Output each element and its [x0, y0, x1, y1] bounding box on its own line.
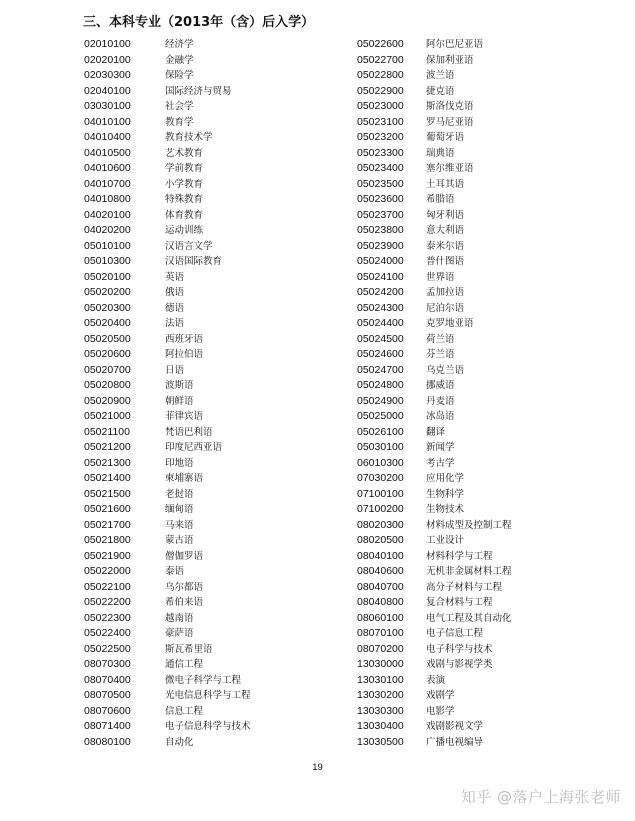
major-code: 08020500 [357, 534, 404, 546]
major-name: 马来语 [165, 519, 194, 531]
major-row [84, 626, 251, 642]
major-row [84, 704, 251, 720]
major-code: 05022300 [84, 611, 131, 624]
major-code: 05030100 [357, 441, 404, 453]
major-code: 05024100 [357, 270, 404, 283]
major-row [84, 549, 251, 565]
major-row [84, 564, 251, 580]
major-code: 05021200 [84, 441, 131, 453]
major-name: 应用化学 [426, 473, 465, 484]
major-row [84, 657, 251, 673]
major-row [357, 270, 512, 286]
major-code: 05022600 [357, 38, 404, 50]
major-code: 05024500 [357, 332, 404, 345]
major-code: 13030100 [357, 673, 404, 686]
major-code: 13030500 [357, 735, 404, 748]
major-code: 05023400 [357, 162, 404, 174]
major-row [84, 115, 251, 131]
major-code: 05024800 [357, 379, 404, 391]
major-name: 泰语 [165, 566, 185, 577]
major-row [357, 378, 512, 394]
major-name: 世界语 [426, 271, 455, 283]
major-row [84, 719, 251, 735]
major-name: 僧伽罗语 [165, 550, 204, 562]
major-row [357, 487, 512, 503]
major-row [84, 518, 251, 534]
major-name: 戏剧学 [426, 690, 455, 701]
major-code: 05023900 [357, 239, 404, 252]
major-name: 朝鲜语 [165, 395, 194, 407]
major-name: 柬埔寨语 [165, 473, 204, 484]
major-row [357, 208, 512, 224]
major-name: 匈牙利语 [426, 209, 465, 221]
major-row [84, 254, 251, 270]
major-row [357, 68, 512, 84]
major-name: 戏剧影视文学 [426, 721, 484, 732]
major-code: 05023200 [357, 131, 404, 143]
major-name: 尼泊尔语 [426, 302, 465, 314]
major-code: 05020700 [84, 363, 131, 376]
major-name: 戏剧与影视学类 [426, 659, 493, 670]
major-row [357, 301, 512, 317]
major-code: 05020900 [84, 394, 131, 407]
major-code: 05024000 [357, 255, 404, 267]
major-code: 05020200 [84, 286, 131, 298]
major-code: 05010100 [84, 239, 131, 252]
major-name: 孟加拉语 [426, 287, 465, 298]
major-row [357, 502, 512, 518]
major-code: 05022000 [84, 565, 131, 577]
major-code: 04010100 [84, 115, 131, 128]
major-code: 06010300 [357, 456, 404, 469]
watermark: 知乎 @落户上海张老师 [460, 788, 621, 806]
major-name: 意大利语 [426, 225, 465, 236]
major-name: 塞尔维亚语 [426, 163, 474, 174]
major-name: 电子科学与技术 [426, 643, 493, 655]
major-code: 05022900 [357, 84, 404, 97]
major-code: 05025000 [357, 410, 404, 422]
major-code: 05020100 [84, 270, 131, 283]
major-name: 越南语 [165, 612, 194, 624]
major-name: 乌克兰语 [426, 364, 465, 376]
major-name: 日语 [165, 364, 185, 376]
major-code: 07030200 [357, 472, 404, 484]
major-row [357, 549, 512, 565]
major-code: 02040100 [84, 84, 131, 97]
major-code: 03030100 [84, 100, 131, 112]
major-name: 生物技术 [426, 504, 465, 515]
major-code: 04020100 [84, 208, 131, 221]
major-row [84, 456, 251, 472]
major-code: 04020200 [84, 224, 131, 236]
major-name: 挪威语 [426, 380, 455, 391]
major-code: 05021700 [84, 518, 131, 531]
major-code: 08070100 [357, 627, 404, 639]
major-row [357, 239, 512, 255]
major-row [357, 626, 512, 642]
major-code: 05023800 [357, 224, 404, 236]
major-code: 05022200 [84, 596, 131, 608]
major-code: 05023500 [357, 177, 404, 190]
major-row [84, 487, 251, 503]
major-row [84, 192, 251, 208]
major-name: 波斯语 [165, 380, 194, 391]
major-row [84, 533, 251, 549]
major-row [357, 316, 512, 332]
major-name: 电气工程及其自动化 [426, 612, 512, 624]
major-code: 05024700 [357, 363, 404, 376]
major-name: 葡萄牙语 [426, 132, 465, 143]
major-name: 俄语 [165, 287, 185, 298]
major-name: 国际经济与贸易 [165, 85, 232, 97]
major-code: 08071400 [84, 720, 131, 732]
major-row [84, 332, 251, 348]
major-code: 05020600 [84, 348, 131, 360]
major-name: 普什图语 [426, 256, 465, 267]
major-row [357, 564, 512, 580]
major-code: 05021800 [84, 534, 131, 546]
major-code: 05020500 [84, 332, 131, 345]
major-code: 05026100 [357, 425, 404, 438]
major-code: 08070400 [84, 673, 131, 686]
major-code: 05021500 [84, 487, 131, 500]
major-name: 阿尔巴尼亚语 [426, 39, 484, 50]
major-code: 05010300 [84, 255, 131, 267]
major-name: 生物科学 [426, 488, 465, 500]
major-code: 05023100 [357, 115, 404, 128]
major-row [357, 223, 512, 239]
major-code: 05021000 [84, 410, 131, 422]
major-row [357, 84, 512, 100]
major-name: 梵语巴利语 [165, 426, 213, 438]
major-code: 04010500 [84, 146, 131, 159]
major-code: 04010400 [84, 131, 131, 143]
major-code: 08080100 [84, 735, 131, 748]
major-row [357, 37, 512, 53]
major-code: 07100200 [357, 503, 404, 515]
major-code: 05022400 [84, 627, 131, 639]
major-name: 西班牙语 [165, 333, 204, 345]
major-code: 05020300 [84, 301, 131, 314]
major-row [84, 301, 251, 317]
major-name: 表演 [426, 674, 446, 686]
major-row [357, 688, 512, 704]
major-row [357, 363, 512, 379]
major-name: 自动化 [165, 736, 194, 748]
major-row [84, 611, 251, 627]
major-row [84, 53, 251, 69]
major-name: 复合材料与工程 [426, 597, 493, 608]
major-name: 教育技术学 [165, 132, 213, 143]
major-row [357, 642, 512, 658]
major-code: 02030300 [84, 69, 131, 81]
major-row [84, 161, 251, 177]
major-code: 13030300 [357, 704, 404, 717]
major-code: 05023300 [357, 146, 404, 159]
major-code: 05024600 [357, 348, 404, 360]
major-row [84, 688, 251, 704]
major-code: 07100100 [357, 487, 404, 500]
major-row [357, 254, 512, 270]
major-code: 02010100 [84, 38, 131, 50]
major-code: 08040700 [357, 580, 404, 593]
major-name: 德语 [165, 302, 185, 314]
major-code: 04010700 [84, 177, 131, 190]
major-name: 特殊教育 [165, 194, 204, 205]
major-row [357, 53, 512, 69]
major-name: 荷兰语 [426, 333, 455, 345]
major-code: 05024300 [357, 301, 404, 314]
major-name: 罗马尼亚语 [426, 116, 474, 128]
major-row [357, 533, 512, 549]
major-row [357, 657, 512, 673]
major-row [84, 425, 251, 441]
major-code: 05021100 [84, 425, 130, 438]
major-row [357, 409, 512, 425]
section-heading: 三、本科专业（2013年（含）后入学） [83, 15, 315, 30]
major-row [84, 99, 251, 115]
major-name: 艺术教育 [165, 147, 204, 159]
major-row [84, 595, 251, 611]
major-row [84, 239, 251, 255]
major-row [357, 704, 512, 720]
major-code: 04010600 [84, 162, 131, 174]
major-code: 05024400 [357, 317, 404, 329]
major-name: 光电信息科学与工程 [165, 690, 251, 701]
major-row [357, 192, 512, 208]
major-row [357, 611, 512, 627]
major-name: 捷克语 [426, 85, 455, 97]
major-code: 05023000 [357, 100, 404, 112]
major-row [357, 394, 512, 410]
major-row [357, 735, 512, 751]
major-name: 保险学 [165, 70, 194, 81]
major-name: 阿拉伯语 [165, 349, 204, 360]
major-code: 05024200 [357, 286, 404, 298]
major-row [84, 673, 251, 689]
major-name: 印地语 [165, 457, 194, 469]
major-code: 05020400 [84, 317, 131, 329]
major-row [84, 68, 251, 84]
major-name: 波兰语 [426, 70, 455, 81]
major-name: 无机非金属材料工程 [426, 566, 512, 577]
major-code: 13030000 [357, 658, 404, 670]
major-code: 05021300 [84, 456, 131, 469]
major-name: 电影学 [426, 705, 455, 717]
major-code: 13030200 [357, 689, 404, 701]
major-name: 英语 [165, 271, 185, 283]
major-name: 经济学 [165, 39, 194, 50]
major-name: 土耳其语 [426, 178, 465, 190]
major-name: 小学教育 [165, 178, 204, 190]
major-code: 13030400 [357, 720, 404, 732]
major-list-left [84, 37, 251, 750]
major-row [84, 363, 251, 379]
major-row [357, 161, 512, 177]
major-row [84, 146, 251, 162]
major-row [357, 673, 512, 689]
major-name: 菲律宾语 [165, 411, 204, 422]
major-name: 法语 [165, 318, 185, 329]
major-name: 汉语言文学 [165, 240, 213, 252]
major-name: 翻译 [426, 426, 446, 438]
major-row [357, 177, 512, 193]
major-name: 芬兰语 [426, 349, 455, 360]
major-code: 05021600 [84, 503, 131, 515]
major-name: 印度尼西亚语 [165, 442, 223, 453]
major-row [84, 471, 251, 487]
major-row [84, 580, 251, 596]
major-code: 05023600 [357, 193, 404, 205]
major-row [84, 285, 251, 301]
major-code: 05020800 [84, 379, 131, 391]
major-row [84, 316, 251, 332]
major-row [357, 285, 512, 301]
major-code: 08070200 [357, 642, 404, 655]
major-code: 05021400 [84, 472, 131, 484]
major-name: 冰岛语 [426, 411, 455, 422]
major-name: 缅甸语 [165, 504, 194, 515]
major-name: 金融学 [165, 54, 194, 66]
major-name: 教育学 [165, 116, 194, 128]
major-row [84, 177, 251, 193]
major-row [357, 130, 512, 146]
major-row [84, 223, 251, 239]
major-row [357, 518, 512, 534]
major-name: 材料科学与工程 [426, 550, 493, 562]
major-name: 瑞典语 [426, 147, 455, 159]
major-row [357, 595, 512, 611]
major-row [84, 347, 251, 363]
major-name: 电子信息科学与技术 [165, 721, 251, 732]
major-code: 08070300 [84, 658, 131, 670]
page-number: 19 [312, 762, 323, 773]
major-code: 08040600 [357, 565, 404, 577]
major-name: 体育教育 [165, 209, 204, 221]
major-row [357, 146, 512, 162]
major-name: 丹麦语 [426, 395, 455, 407]
major-row [84, 409, 251, 425]
major-row [357, 456, 512, 472]
major-code: 08070500 [84, 689, 131, 701]
major-name: 蒙古语 [165, 535, 194, 546]
major-row [84, 130, 251, 146]
major-name: 希腊语 [426, 194, 455, 205]
major-name: 希伯来语 [165, 597, 204, 608]
major-row [84, 735, 251, 751]
major-code: 04010800 [84, 193, 131, 205]
major-row [357, 440, 512, 456]
major-name: 微电子科学与工程 [165, 674, 242, 686]
major-code: 08070600 [84, 704, 131, 717]
major-name: 斯洛伐克语 [426, 101, 474, 112]
major-code: 05022500 [84, 642, 131, 655]
major-name: 学前教育 [165, 163, 204, 174]
major-row [84, 440, 251, 456]
major-code: 08060100 [357, 611, 404, 624]
major-list-right [357, 37, 512, 750]
major-row [84, 270, 251, 286]
major-code: 05021900 [84, 549, 131, 562]
major-name: 汉语国际教育 [165, 256, 223, 267]
major-name: 豪萨语 [165, 628, 194, 639]
major-name: 运动训练 [165, 225, 204, 236]
major-name: 电子信息工程 [426, 628, 484, 639]
major-row [84, 84, 251, 100]
major-name: 信息工程 [165, 705, 204, 717]
major-code: 08040100 [357, 549, 404, 562]
major-row [84, 378, 251, 394]
major-row [84, 642, 251, 658]
major-row [357, 332, 512, 348]
major-code: 05024900 [357, 394, 404, 407]
major-name: 通信工程 [165, 659, 204, 670]
major-row [84, 502, 251, 518]
major-name: 材料成型及控制工程 [426, 519, 512, 531]
major-name: 新闻学 [426, 442, 455, 453]
major-name: 乌尔都语 [165, 581, 204, 593]
major-row [84, 37, 251, 53]
major-code: 02020100 [84, 53, 131, 66]
major-name: 考古学 [426, 457, 455, 469]
major-name: 广播电视编导 [426, 736, 484, 748]
major-name: 社会学 [165, 101, 194, 112]
major-row [357, 347, 512, 363]
major-row [357, 99, 512, 115]
major-row [357, 425, 512, 441]
major-name: 斯瓦希里语 [165, 643, 213, 655]
major-name: 泰米尔语 [426, 240, 465, 252]
major-name: 工业设计 [426, 535, 465, 546]
major-code: 05023700 [357, 208, 404, 221]
major-code: 08040800 [357, 596, 404, 608]
major-name: 克罗地亚语 [426, 318, 474, 329]
major-row [357, 580, 512, 596]
major-code: 05022700 [357, 53, 404, 66]
major-name: 老挝语 [165, 488, 194, 500]
major-row [84, 394, 251, 410]
major-code: 05022800 [357, 69, 404, 81]
major-code: 08020300 [357, 518, 404, 531]
major-name: 保加利亚语 [426, 54, 474, 66]
major-code: 05022100 [84, 580, 131, 593]
major-row [357, 115, 512, 131]
major-row [84, 208, 251, 224]
major-row [357, 471, 512, 487]
major-name: 高分子材料与工程 [426, 581, 503, 593]
major-row [357, 719, 512, 735]
